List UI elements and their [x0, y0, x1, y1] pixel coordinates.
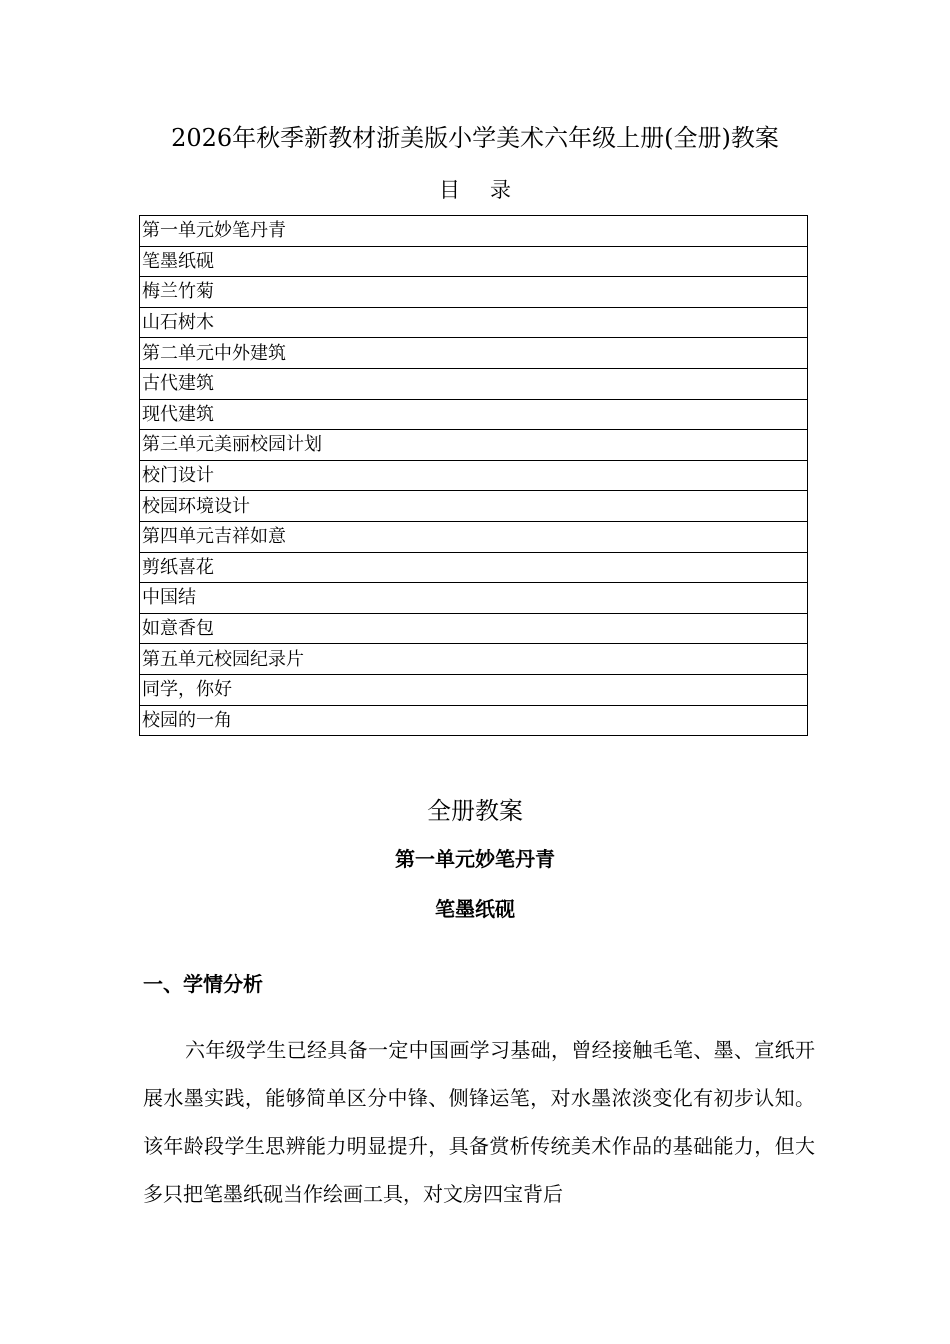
toc-entry: 第三单元美丽校园计划: [140, 430, 808, 461]
toc-row: [140, 674, 808, 705]
toc-entry: 同学，你好: [140, 674, 808, 705]
toc-row: [140, 307, 808, 338]
toc-entry: 校园环境设计: [140, 491, 808, 522]
toc-row: [140, 644, 808, 675]
toc-row: [140, 246, 808, 277]
toc-table: [139, 215, 808, 736]
toc-entry: 中国结: [140, 583, 808, 614]
lesson-title: 笔墨纸砚: [435, 897, 515, 921]
toc-entry: 第一单元妙笔丹青: [140, 216, 808, 247]
toc-row: [140, 552, 808, 583]
toc-row: [140, 277, 808, 308]
toc-entry: 第四单元吉祥如意: [140, 521, 808, 552]
toc-entry: 梅兰竹菊: [140, 277, 808, 308]
document-title: 2026年秋季新教材浙美版小学美术六年级上册(全册)教案: [171, 124, 779, 152]
toc-entry: 校门设计: [140, 460, 808, 491]
body-paragraph: 六年级学生已经具备一定中国画学习基础，曾经接触毛笔、墨、宣纸开展水墨实践，能够简单区分中锋、侧锋运笔，对水墨浓淡变化有初步认知。该年龄段学生思辨能力明显提升，具备赏析传统美术作品的基础能力，但大多只把笔墨纸砚当作绘画工具，对文房四宝背后: [143, 1038, 815, 1206]
toc-row: [140, 491, 808, 522]
toc-entry: 剪纸喜花: [140, 552, 808, 583]
toc-heading: 目录: [439, 178, 541, 202]
toc-row: [140, 705, 808, 736]
toc-entry: 古代建筑: [140, 368, 808, 399]
all-lessons-title: 全册教案: [427, 797, 523, 825]
toc-row: [140, 216, 808, 247]
toc-row: [140, 613, 808, 644]
toc-row: [140, 583, 808, 614]
toc-entry: 如意香包: [140, 613, 808, 644]
toc-row: [140, 430, 808, 461]
toc-entry: 山石树木: [140, 307, 808, 338]
toc-row: [140, 521, 808, 552]
toc-entry: 现代建筑: [140, 399, 808, 430]
toc-entry: 笔墨纸砚: [140, 246, 808, 277]
toc-row: [140, 399, 808, 430]
toc-entry: 第五单元校园纪录片: [140, 644, 808, 675]
toc-row: [140, 338, 808, 369]
toc-row: [140, 460, 808, 491]
section-title: 一、学情分析: [143, 972, 263, 996]
unit-title: 第一单元妙笔丹青: [395, 847, 555, 871]
toc-entry: 校园的一角: [140, 705, 808, 736]
toc-entry: 第二单元中外建筑: [140, 338, 808, 369]
toc-row: [140, 368, 808, 399]
